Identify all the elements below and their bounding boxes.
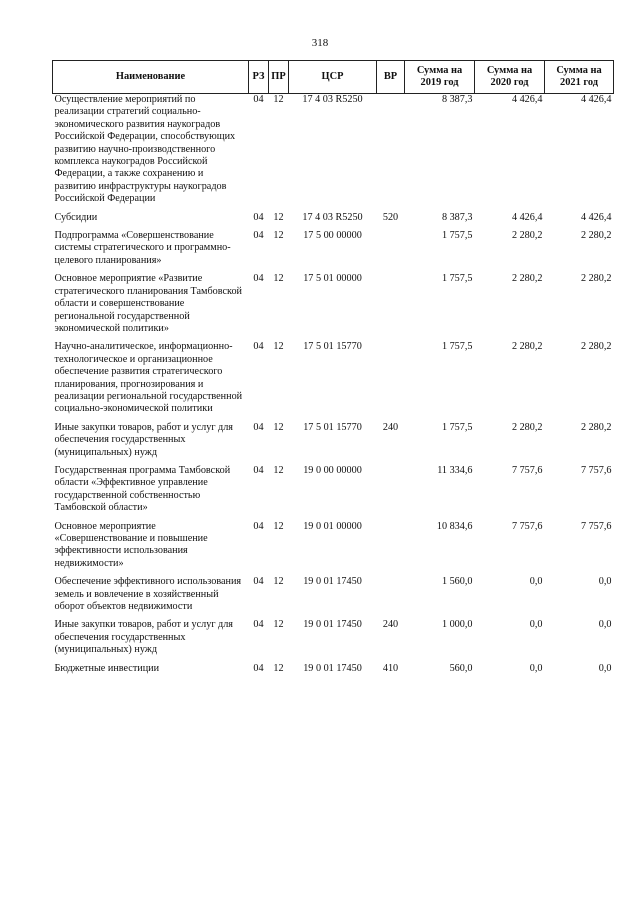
row-sum-2019: 1 757,5 [441,230,473,242]
row-sum-2019: 8 387,3 [441,94,473,105]
row-sum-2019: 1 000,0 [441,619,473,631]
row-sum-2019: 1 757,5 [441,341,473,353]
row-pr: 12 [273,576,284,588]
row-pr: 12 [273,230,284,242]
row-sum-2021: 0,0 [598,576,612,588]
row-sum-2020: 0,0 [529,576,543,588]
row-rz: 04 [253,576,264,588]
table-row [53,422,614,465]
row-pr: 12 [273,211,284,223]
page-number: 318 [311,37,329,49]
row-rz: 04 [253,619,264,631]
row-name: Подпрограмма «Совершенствование системы стратегического и программно-целевого планирования» [54,230,231,266]
row-vr: 240 [382,619,399,631]
row-sum-2020: 7 757,6 [511,464,543,476]
header-name: Наименование [53,61,249,94]
header-pr: ПР [269,61,289,94]
row-vr [377,465,405,521]
row-sum-2021: 4 426,4 [580,211,612,223]
row-csr: 19 0 01 17450 [303,576,362,588]
header-sum-2019: Сумма на 2019 год [405,61,475,94]
row-rz: 04 [253,662,264,674]
row-sum-2021: 7 757,6 [580,464,612,476]
row-sum-2021: 4 426,4 [580,94,612,105]
row-rz: 04 [253,230,264,242]
row-pr: 12 [273,421,284,433]
row-vr [377,576,405,619]
row-sum-2019: 1 757,5 [441,421,473,433]
row-vr [377,273,405,341]
row-rz: 04 [253,464,264,476]
table-row [53,230,614,273]
row-sum-2021: 2 280,2 [580,421,612,433]
row-name: Государственная программа Тамбовской области «Эффективное управление государственной собственностью Тамбовской области» [54,464,231,514]
row-csr: 17 4 03 R5250 [302,94,363,105]
row-vr [377,230,405,273]
row-name: Научно-аналитическое, информационно-технологическое и организационное обеспечение развития стратегического планирования, прогнозирования и реализации региональной государственной социально-экономической политики [54,341,243,415]
row-pr: 12 [273,273,284,285]
row-sum-2021: 2 280,2 [580,273,612,285]
row-csr: 19 0 01 00000 [303,520,362,532]
row-rz: 04 [253,341,264,353]
table-row [53,663,614,681]
row-sum-2020: 4 426,4 [511,94,543,105]
row-csr: 19 0 00 00000 [303,464,362,476]
table-header-row [53,61,614,94]
row-name: Иные закупки товаров, работ и услуг для обеспечения государственных (муниципальных) нужд [54,619,233,656]
row-pr: 12 [273,619,284,631]
budget-table [52,60,614,681]
row-sum-2021: 2 280,2 [580,341,612,353]
row-csr: 17 5 01 15770 [303,421,362,433]
row-vr: 240 [382,421,399,433]
row-name: Осуществление мероприятий по реализации стратегий социально-экономического развития наукоградов Российской Федерации, способствующих развитию научно-производственного комплекса наукоградов Российской Федерации, а также сохранению и развитию инфраструктуры наукоградов Российской Федерации [54,94,236,205]
header-vr: ВР [377,61,405,94]
row-sum-2020: 2 280,2 [511,341,543,353]
row-csr: 19 0 01 17450 [303,619,362,631]
row-sum-2019: 11 334,6 [437,464,473,476]
row-name: Основное мероприятие «Совершенствование и повышение эффективности использования недвижимости» [54,520,208,569]
row-sum-2019: 8 387,3 [441,211,473,223]
table-row [53,465,614,521]
table-row [53,576,614,619]
row-rz: 04 [253,520,264,532]
row-vr: 520 [382,211,399,223]
header-sum-2021: Сумма на 2021 год [545,61,614,94]
row-sum-2021: 0,0 [598,662,612,674]
row-sum-2020: 0,0 [529,619,543,631]
row-sum-2020: 2 280,2 [511,230,543,242]
row-sum-2021: 2 280,2 [580,230,612,242]
row-name: Бюджетные инвестиции [54,662,160,674]
row-vr [377,94,405,212]
row-sum-2020: 7 757,6 [511,520,543,532]
row-csr: 17 5 00 00000 [303,230,362,242]
table-row [53,341,614,421]
row-sum-2019: 560,0 [449,662,473,674]
row-rz: 04 [253,94,264,105]
row-sum-2020: 0,0 [529,662,543,674]
table-row [53,212,614,230]
table-row [53,273,614,341]
row-name: Обеспечение эффективного использования земель и вовлечение в хозяйственный оборот объектов недвижимости [54,576,242,613]
row-pr: 12 [273,662,284,674]
row-sum-2021: 0,0 [598,619,612,631]
row-sum-2019: 10 834,6 [436,520,473,532]
table-row [53,619,614,662]
table-row [53,521,614,577]
row-sum-2020: 2 280,2 [511,421,543,433]
row-csr: 17 5 01 00000 [303,273,362,285]
row-rz: 04 [253,211,264,223]
row-csr: 17 4 03 R5250 [302,211,363,223]
row-sum-2019: 1 560,0 [441,576,473,588]
row-pr: 12 [273,464,284,476]
header-rz: РЗ [249,61,269,94]
row-sum-2019: 1 757,5 [441,273,473,285]
row-csr: 17 5 01 15770 [303,341,362,353]
row-rz: 04 [253,421,264,433]
row-sum-2020: 4 426,4 [511,211,543,223]
row-name: Субсидии [54,211,98,223]
header-sum-2020: Сумма на 2020 год [475,61,545,94]
row-rz: 04 [253,273,264,285]
row-pr: 12 [273,341,284,353]
row-vr [377,341,405,421]
row-csr: 19 0 01 17450 [303,662,362,674]
row-sum-2021: 7 757,6 [580,520,612,532]
row-pr: 12 [273,94,284,105]
row-name: Иные закупки товаров, работ и услуг для обеспечения государственных (муниципальных) нужд [54,421,233,458]
table-row [53,94,614,212]
row-vr: 410 [382,662,399,674]
row-vr [377,521,405,577]
row-name: Основное мероприятие «Развитие стратегического планирования Тамбовской области и совершенствование региональной государственной экономической политики» [54,273,243,334]
row-pr: 12 [273,520,284,532]
row-sum-2020: 2 280,2 [511,273,543,285]
header-csr: ЦСР [289,61,377,94]
